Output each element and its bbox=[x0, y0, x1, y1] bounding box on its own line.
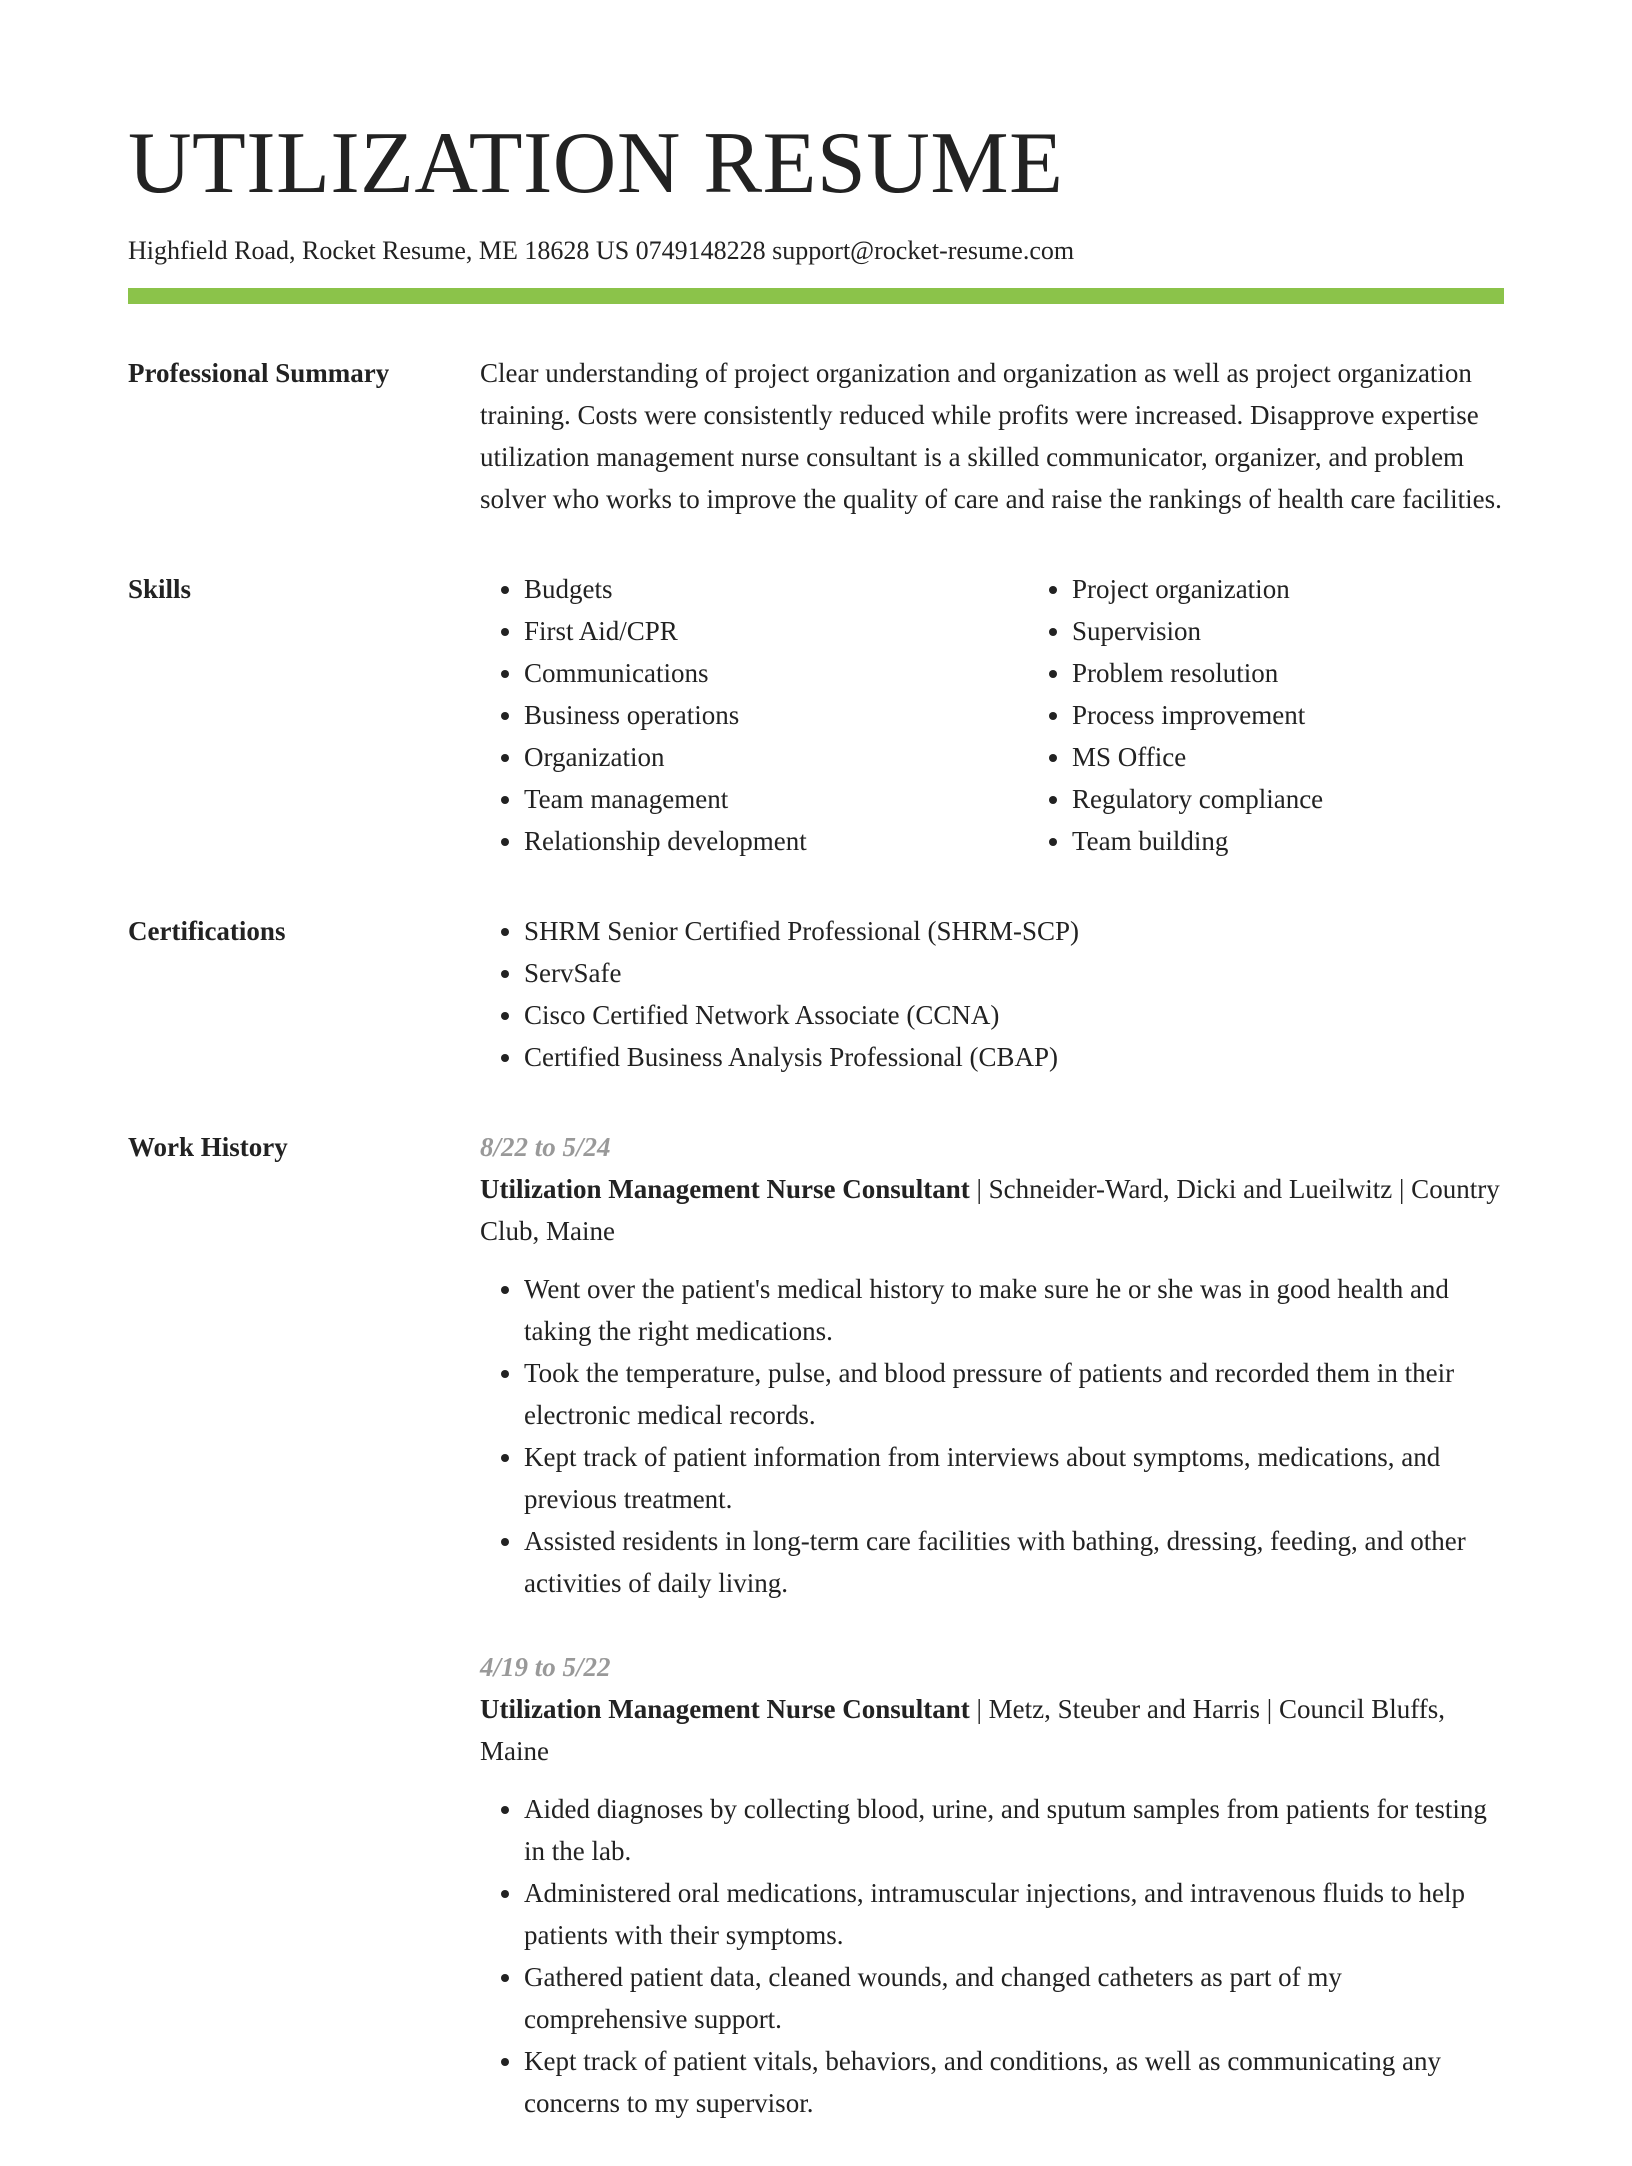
resume-title: UTILIZATION RESUME bbox=[128, 115, 1064, 212]
section-skills bbox=[128, 568, 1504, 862]
skill-item: • Budgets bbox=[524, 568, 1028, 610]
section-label: Certifications bbox=[128, 915, 286, 946]
section-work-history bbox=[128, 1126, 1504, 2166]
skill-item: • Supervision bbox=[1072, 610, 1576, 652]
job-bullet: • Kept track of patient vitals, behaviors, and conditions, as well as communicating any concerns to my supervisor. bbox=[524, 2040, 1504, 2124]
job-employer-location: | Schneider-Ward, Dicki and Lueilwitz | Country Club, Maine bbox=[480, 1173, 1500, 1246]
job-bullets bbox=[480, 1268, 1504, 1604]
skill-item: • Process improvement bbox=[1072, 694, 1576, 736]
job-bullet: • Administered oral medications, intramuscular injections, and intravenous fluids to help patients with their symptoms. bbox=[524, 1872, 1504, 1956]
skill-item: • Organization bbox=[524, 736, 1028, 778]
skill-item: • Problem resolution bbox=[1072, 652, 1576, 694]
job-bullet: • Took the temperature, pulse, and blood pressure of patients and recorded them in their electronic medical records. bbox=[524, 1352, 1504, 1436]
job-title: Utilization Management Nurse Consultant bbox=[480, 1693, 970, 1724]
job-heading bbox=[480, 1688, 1504, 1772]
job-bullet: • Assisted residents in long-term care facilities with bathing, dressing, feeding, and other activities of daily living. bbox=[524, 1520, 1504, 1604]
section-label: Professional Summary bbox=[128, 357, 390, 388]
section-label: Work History bbox=[128, 1131, 288, 1162]
job-bullet: • Gathered patient data, cleaned wounds, and changed catheters as part of my comprehensive support. bbox=[524, 1956, 1504, 2040]
skill-item: • MS Office bbox=[1072, 736, 1576, 778]
skill-item: • Team building bbox=[1072, 820, 1576, 862]
certification-item: • SHRM Senior Certified Professional (SHRM-SCP) bbox=[524, 910, 1504, 952]
skills-column-2 bbox=[1028, 568, 1576, 862]
job-bullet: • Went over the patient's medical history to make sure he or she was in good health and taking the right medications. bbox=[524, 1268, 1504, 1352]
skill-item: • Project organization bbox=[1072, 568, 1576, 610]
certification-item: • Certified Business Analysis Professional (CBAP) bbox=[524, 1036, 1504, 1078]
job-bullet: • Aided diagnoses by collecting blood, urine, and sputum samples from patients for testing in the lab. bbox=[524, 1788, 1504, 1872]
skill-item: • Communications bbox=[524, 652, 1028, 694]
job-bullet: • Kept track of patient information from interviews about symptoms, medications, and previous treatment. bbox=[524, 1436, 1504, 1520]
job-dates: 4/19 to 5/22 bbox=[480, 1651, 611, 1682]
skill-item: • Team management bbox=[524, 778, 1028, 820]
header-divider bbox=[128, 288, 1504, 304]
skill-item: • Business operations bbox=[524, 694, 1028, 736]
job-entry bbox=[480, 1646, 1504, 2124]
section-label: Skills bbox=[128, 573, 192, 604]
job-bullets bbox=[480, 1788, 1504, 2124]
skill-item: • Regulatory compliance bbox=[1072, 778, 1576, 820]
job-title: Utilization Management Nurse Consultant bbox=[480, 1173, 970, 1204]
section-professional-summary bbox=[128, 352, 1504, 520]
section-certifications bbox=[128, 910, 1504, 1078]
job-employer-location: | Metz, Steuber and Harris | Council Bluffs, Maine bbox=[480, 1693, 1445, 1766]
skill-item: • Relationship development bbox=[524, 820, 1028, 862]
certification-item: • Cisco Certified Network Associate (CCNA) bbox=[524, 994, 1504, 1036]
skill-item: • First Aid/CPR bbox=[524, 610, 1028, 652]
certification-list bbox=[480, 910, 1504, 1078]
job-entry bbox=[480, 1126, 1504, 1604]
summary-text: Clear understanding of project organization and organization as well as project organization training. Costs were consistently reduced while profits were increased. Disapprove expertise utilization management nurse consultant is a skilled communicator, organizer, and problem solver who works to improve the quality of care and raise the rankings of health care facilities. bbox=[480, 357, 1502, 514]
job-heading bbox=[480, 1168, 1504, 1252]
skills-column-1 bbox=[480, 568, 1028, 862]
job-dates: 8/22 to 5/24 bbox=[480, 1131, 611, 1162]
certification-item: • ServSafe bbox=[524, 952, 1504, 994]
contact-line: Highfield Road, Rocket Resume, ME 18628 US 0749148228 support@rocket-resume.com bbox=[128, 236, 1075, 265]
